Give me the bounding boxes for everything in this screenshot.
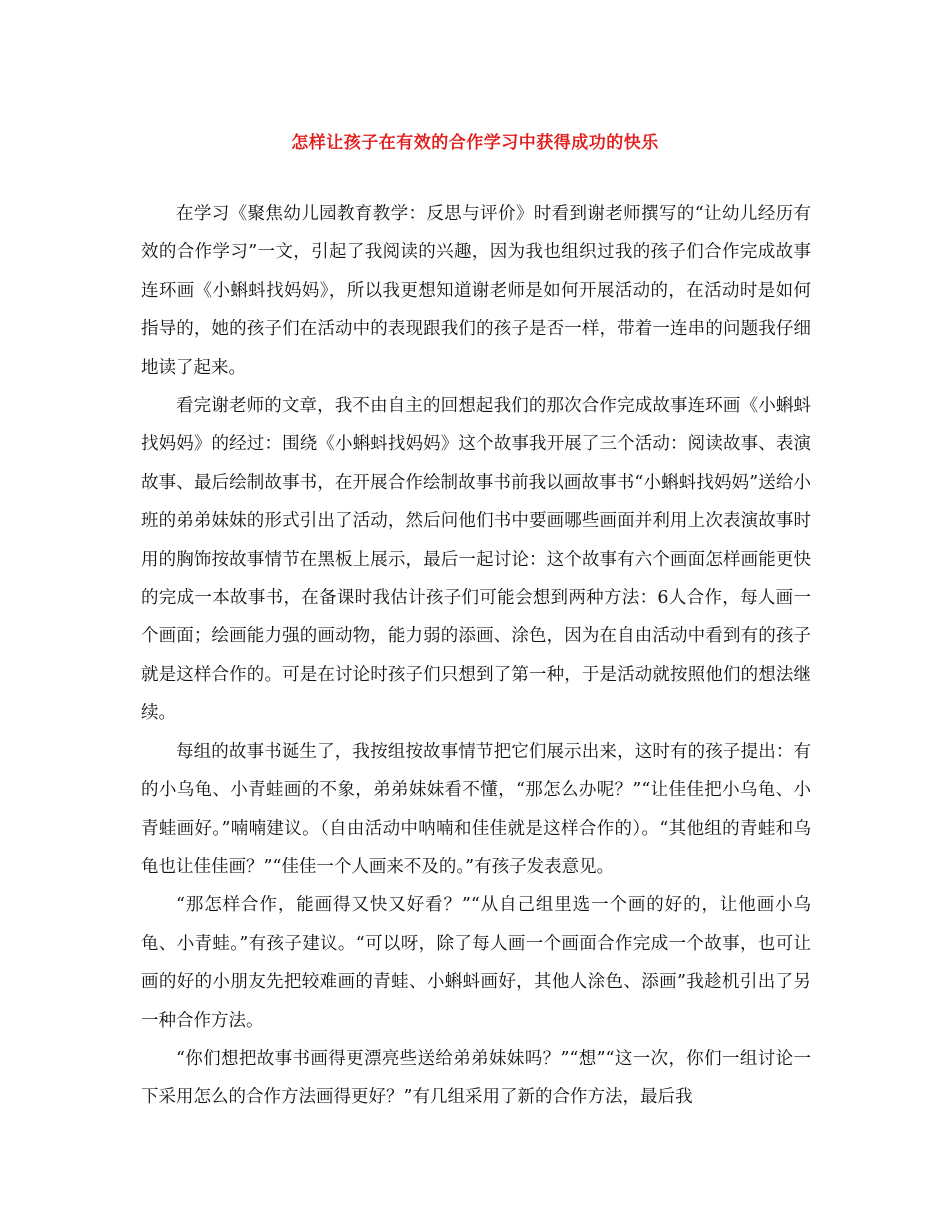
document-body — [141, 195, 811, 1117]
paragraph-2: 看完谢老师的文章，我不由自主的回想起我们的那次合作完成故事连环画《小蝌蚪找妈妈》的经过：围绕《小蝌蚪找妈妈》这个故事我开展了三个活动：阅读故事、表演故事、最后绘制故事书，在开展合作绘制故事书前我以画故事书“小蝌蚪找妈妈”送给小班的弟弟妹妹的形式引出了活动，然后问他们书中要画哪些画面并利用上次表演故事时用的胸饰按故事情节在黑板上展示，最后一起讨论：这个故事有六个画面怎样画能更快的完成一本故事书，在备课时我估计孩子们可能会想到两种方法：6人合作，每人画一个画面；绘画能力强的画动物，能力弱的添画、涂色，因为在自由活动中看到有的孩子就是这样合作的。可是在讨论时孩子们只想到了第一种，于是活动就按照他们的想法继续。 — [141, 396, 811, 724]
paragraph-5: “你们想把故事书画得更漂亮些送给弟弟妹妹吗？”“想”“这一次，你们一组讨论一下采用怎么的合作方法画得更好？”有几组采用了新的合作方法，最后我 — [141, 1048, 811, 1108]
paragraph-1: 在学习《聚焦幼儿园教育教学：反思与评价》时看到谢老师撰写的“让幼儿经历有效的合作学习”一文，引起了我阅读的兴趣，因为我也组织过我的孩子们合作完成故事连环画《小蝌蚪找妈妈》，所以我更想知道谢老师是如何开展活动的，在活动时是如何指导的，她的孩子们在活动中的表现跟我们的孩子是否一样，带着一连串的问题我仔细地读了起来。 — [141, 204, 811, 378]
paragraph-4: “那怎样合作，能画得又快又好看？”“从自己组里选一个画的好的，让他画小乌龟、小青蛙。”有孩子建议。“可以呀，除了每人画一个画面合作完成一个故事，也可让画的好的小朋友先把较难画的青蛙、小蝌蚪画好，其他人涂色、添画”我趁机引出了另一种合作方法。 — [141, 895, 811, 1031]
paragraph-3: 每组的故事书诞生了，我按组按故事情节把它们展示出来，这时有的孩子提出：有的小乌龟、小青蛙画的不象，弟弟妹妹看不懂，“那怎么办呢？”“让佳佳把小乌龟、小青蛙画好。”喃喃建议。（自由活动中呐喃和佳佳就是这样合作的）。“其他组的青蛙和乌龟也让佳佳画？”“佳佳一个人画来不及的。”有孩子发表意见。 — [141, 741, 811, 877]
document-title: 怎样让孩子在有效的合作学习中获得成功的快乐 — [291, 133, 659, 153]
